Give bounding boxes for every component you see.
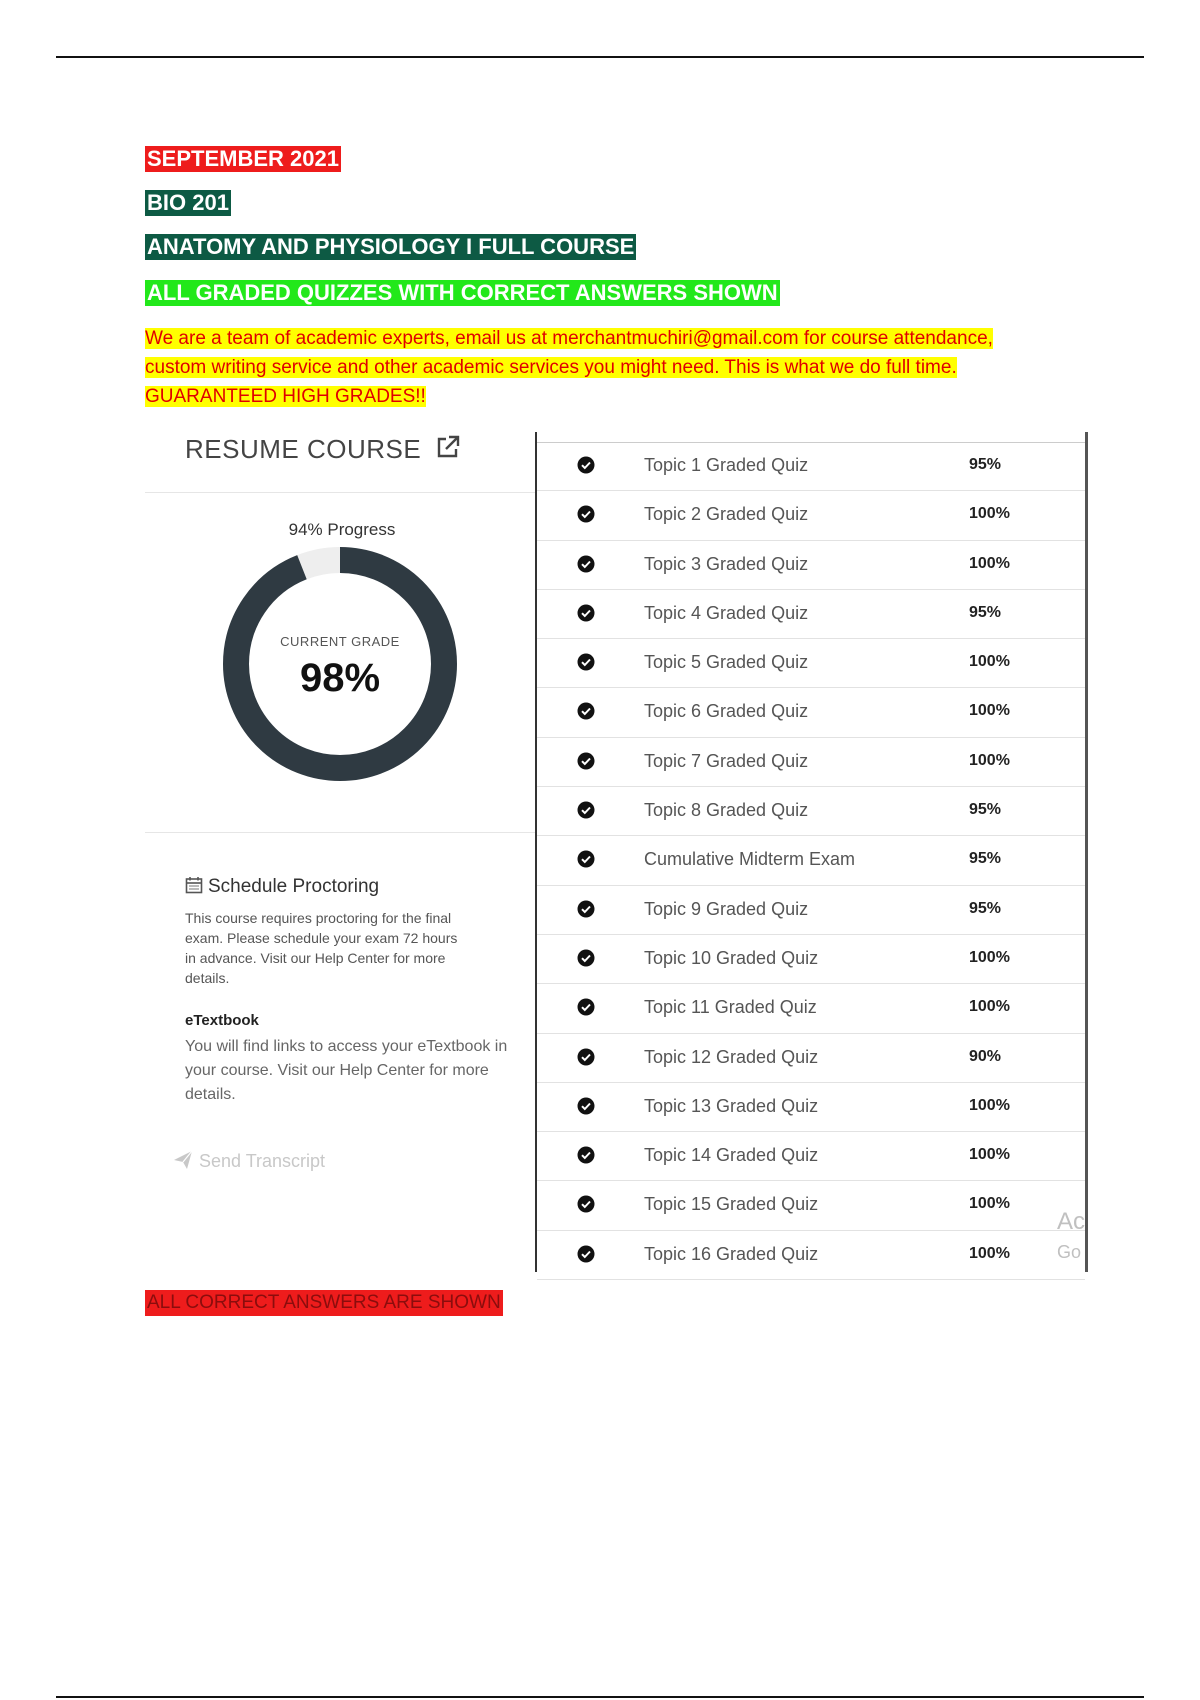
- quiz-name: Topic 1 Graded Quiz: [644, 455, 809, 475]
- external-link-icon: [435, 434, 461, 460]
- quiz-row[interactable]: [537, 1181, 1085, 1230]
- check-circle-icon: [577, 1245, 595, 1263]
- quiz-row[interactable]: [537, 836, 1085, 885]
- quiz-name: Topic 3 Graded Quiz: [644, 553, 809, 574]
- panel-right-border: [1085, 432, 1088, 1272]
- separator: [145, 832, 535, 833]
- check-circle-icon: [577, 505, 595, 523]
- promo-line-2: custom writing service and other academic services you might need. This is what we do full time.: [145, 357, 957, 378]
- quiz-score: 100%: [969, 998, 1010, 1016]
- promo-line-1: We are a team of academic experts, email us at merchantmuchiri@gmail.com for course attendance,: [145, 328, 993, 349]
- subtitle-banner: ALL GRADED QUIZZES WITH CORRECT ANSWERS SHOWN: [147, 280, 778, 305]
- check-circle-icon: [577, 702, 595, 720]
- course-title: ANATOMY AND PHYSIOLOGY I FULL COURSE: [147, 234, 635, 259]
- quiz-score: 100%: [969, 1096, 1010, 1114]
- quiz-row[interactable]: [537, 688, 1085, 737]
- top-rule: [56, 56, 1144, 58]
- quiz-row[interactable]: [537, 984, 1085, 1033]
- send-transcript-label: Send Transcript: [199, 1151, 326, 1171]
- quiz-score: 95%: [969, 801, 1002, 819]
- promo-text: [145, 324, 1065, 411]
- quiz-score: 95%: [969, 456, 1002, 473]
- quiz-name: Topic 8 Graded Quiz: [644, 800, 809, 821]
- check-circle-icon: [577, 900, 595, 918]
- calendar-icon: [185, 876, 203, 894]
- grade-caption: CURRENT GRADE: [280, 634, 400, 649]
- quiz-name: Cumulative Midterm Exam: [644, 849, 856, 870]
- quiz-row[interactable]: [537, 491, 1085, 540]
- resume-course-label: RESUME COURSE: [185, 434, 422, 464]
- course-screenshot: [145, 432, 1090, 1272]
- quiz-score: 100%: [969, 1244, 1010, 1262]
- course-code: BIO 201: [147, 190, 229, 215]
- quiz-row[interactable]: [537, 787, 1085, 836]
- quiz-score: 90%: [969, 1047, 1002, 1065]
- schedule-proctoring-text: This course requires proctoring for the final exam. Please schedule your exam 72 hours in advance. Visit our Help Center for more details.: [185, 910, 458, 986]
- quiz-row[interactable]: [537, 442, 1085, 491]
- quiz-name: Topic 12 Graded Quiz: [644, 1046, 819, 1067]
- check-circle-icon: [577, 1195, 595, 1213]
- quiz-name: Topic 10 Graded Quiz: [644, 947, 819, 968]
- quiz-name: Topic 16 Graded Quiz: [644, 1243, 819, 1264]
- quiz-score: 100%: [969, 702, 1010, 720]
- quiz-score: 95%: [969, 899, 1002, 917]
- quiz-name: Topic 11 Graded Quiz: [644, 997, 817, 1018]
- check-circle-icon: [577, 752, 595, 770]
- quiz-row[interactable]: [537, 738, 1085, 787]
- progress-label: 94% Progress: [288, 520, 396, 539]
- quiz-score: 95%: [969, 603, 1002, 621]
- quiz-score: 100%: [969, 653, 1010, 671]
- quiz-row[interactable]: [537, 590, 1085, 639]
- quiz-score: 100%: [969, 1195, 1010, 1213]
- check-circle-icon: [577, 949, 595, 967]
- check-circle-icon: [577, 456, 595, 474]
- check-circle-icon: [577, 555, 595, 573]
- grade-donut-chart: [220, 544, 460, 784]
- check-circle-icon: [577, 1146, 595, 1164]
- quiz-score: 100%: [969, 505, 1010, 523]
- quiz-name: Topic 9 Graded Quiz: [644, 898, 809, 919]
- etextbook-text: You will find links to access your eTextbook in your course. Visit our Help Center for more details.: [185, 1038, 508, 1103]
- resume-course-button[interactable]: [185, 434, 461, 465]
- footer-note: ALL CORRECT ANSWERS ARE SHOWN: [145, 1290, 503, 1316]
- quiz-name: Topic 7 Graded Quiz: [644, 750, 809, 771]
- quiz-row[interactable]: [537, 1034, 1085, 1083]
- watermark-line-2: Go: [1057, 1242, 1082, 1262]
- check-circle-icon: [577, 850, 595, 868]
- quiz-list: [537, 442, 1085, 1280]
- quiz-row[interactable]: [537, 1231, 1085, 1280]
- check-circle-icon: [577, 1097, 595, 1115]
- send-transcript-button[interactable]: [173, 1150, 325, 1172]
- quiz-name: Topic 5 Graded Quiz: [644, 652, 809, 673]
- schedule-proctoring-link[interactable]: [185, 876, 379, 898]
- quiz-name: Topic 14 Graded Quiz: [644, 1145, 819, 1166]
- quiz-row[interactable]: [537, 1083, 1085, 1132]
- quiz-score: 100%: [969, 751, 1010, 769]
- check-circle-icon: [577, 801, 595, 819]
- quiz-name: Topic 4 Graded Quiz: [644, 602, 809, 623]
- check-circle-icon: [577, 604, 595, 622]
- separator: [145, 492, 535, 493]
- quiz-name: Topic 2 Graded Quiz: [644, 504, 809, 525]
- date-tag: SEPTEMBER 2021: [147, 146, 339, 171]
- quiz-row[interactable]: [537, 1132, 1085, 1181]
- paper-plane-icon: [173, 1150, 193, 1170]
- check-circle-icon: [577, 653, 595, 671]
- course-sidebar: [145, 432, 535, 1272]
- quiz-name: Topic 13 Graded Quiz: [644, 1095, 819, 1116]
- quiz-row[interactable]: [537, 541, 1085, 590]
- etextbook-title: eTextbook: [185, 1012, 259, 1029]
- check-circle-icon: [577, 998, 595, 1016]
- watermark-line-1: Ac: [1057, 1208, 1086, 1235]
- quiz-row[interactable]: [537, 935, 1085, 984]
- quiz-row[interactable]: [537, 886, 1085, 935]
- quiz-score: 100%: [969, 948, 1010, 966]
- quiz-score: 95%: [969, 850, 1002, 868]
- quiz-score: 100%: [969, 554, 1010, 572]
- check-circle-icon: [577, 1048, 595, 1066]
- quiz-name: Topic 15 Graded Quiz: [644, 1194, 819, 1215]
- bottom-rule: [56, 1696, 1144, 1698]
- quiz-name: Topic 6 Graded Quiz: [644, 701, 809, 722]
- quiz-score: 100%: [969, 1146, 1010, 1164]
- promo-line-3: GUARANTEED HIGH GRADES!!: [145, 386, 426, 407]
- schedule-proctoring-title: Schedule Proctoring: [208, 876, 380, 897]
- grade-value: 98%: [299, 656, 381, 700]
- quiz-row[interactable]: [537, 639, 1085, 688]
